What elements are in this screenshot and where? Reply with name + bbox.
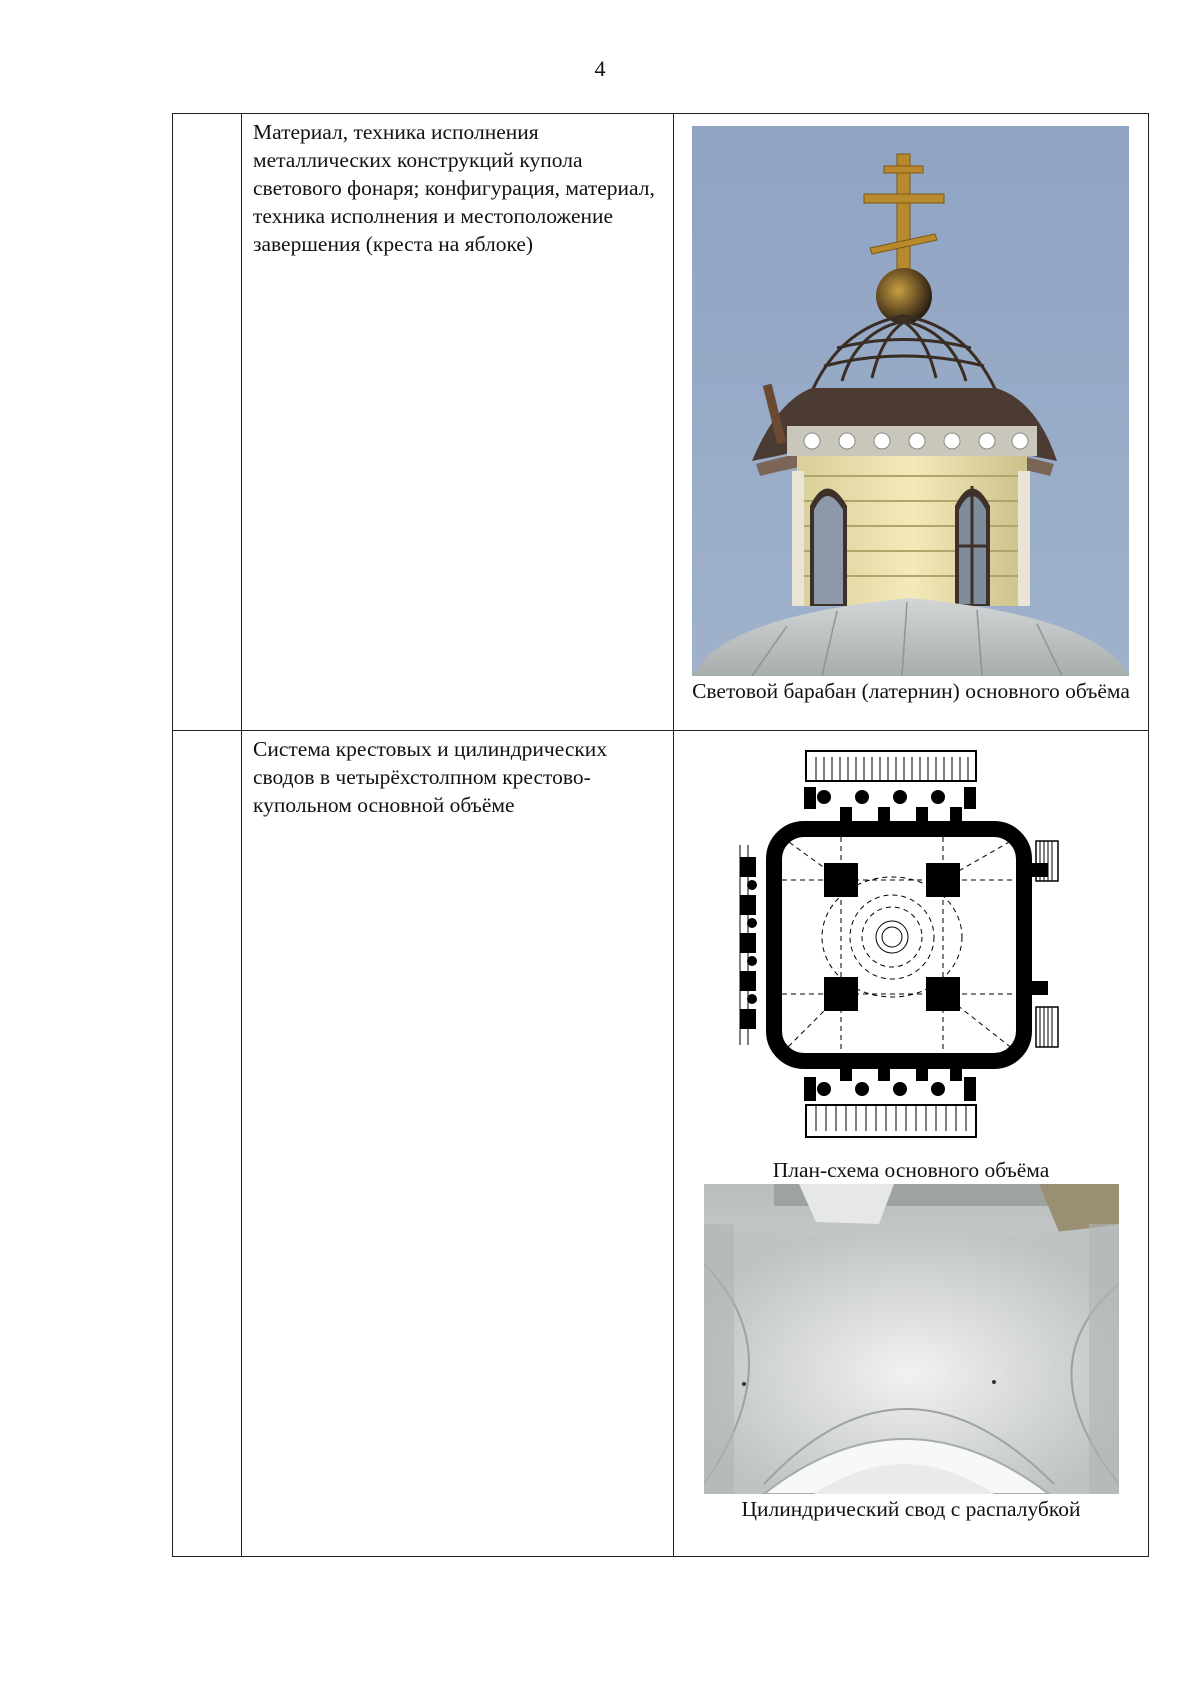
description-cell bbox=[242, 114, 674, 731]
page-number: 4 bbox=[594, 56, 606, 81]
vault-photo bbox=[704, 1184, 1119, 1494]
row-number-cell bbox=[173, 731, 242, 1557]
description-text: Система крестовых и цилиндрических сводов в четырёхстолпном крестово-купольном основной объёме bbox=[253, 737, 608, 817]
description-cell bbox=[242, 731, 674, 1557]
description-text: Материал, техника исполнения металлических конструкций купола светового фонаря; конфигурация, материал, техника исполнения и местоположение завершения (креста на яблоке) bbox=[253, 120, 655, 256]
description-table bbox=[172, 113, 1149, 1557]
floor-plan-diagram bbox=[736, 745, 1092, 1145]
plan-caption: План-схема основного объёма bbox=[772, 1158, 1050, 1182]
lantern-dome-photo bbox=[692, 126, 1129, 676]
image-cell bbox=[674, 114, 1149, 731]
table-row bbox=[173, 731, 1149, 1557]
table-row bbox=[173, 114, 1149, 731]
photo-caption: Световой барабан (латернин) основного объёма bbox=[692, 679, 1130, 703]
row-number-cell bbox=[173, 114, 242, 731]
vault-caption: Цилиндрический свод с распалубкой bbox=[741, 1497, 1081, 1521]
image-cell bbox=[674, 731, 1149, 1557]
